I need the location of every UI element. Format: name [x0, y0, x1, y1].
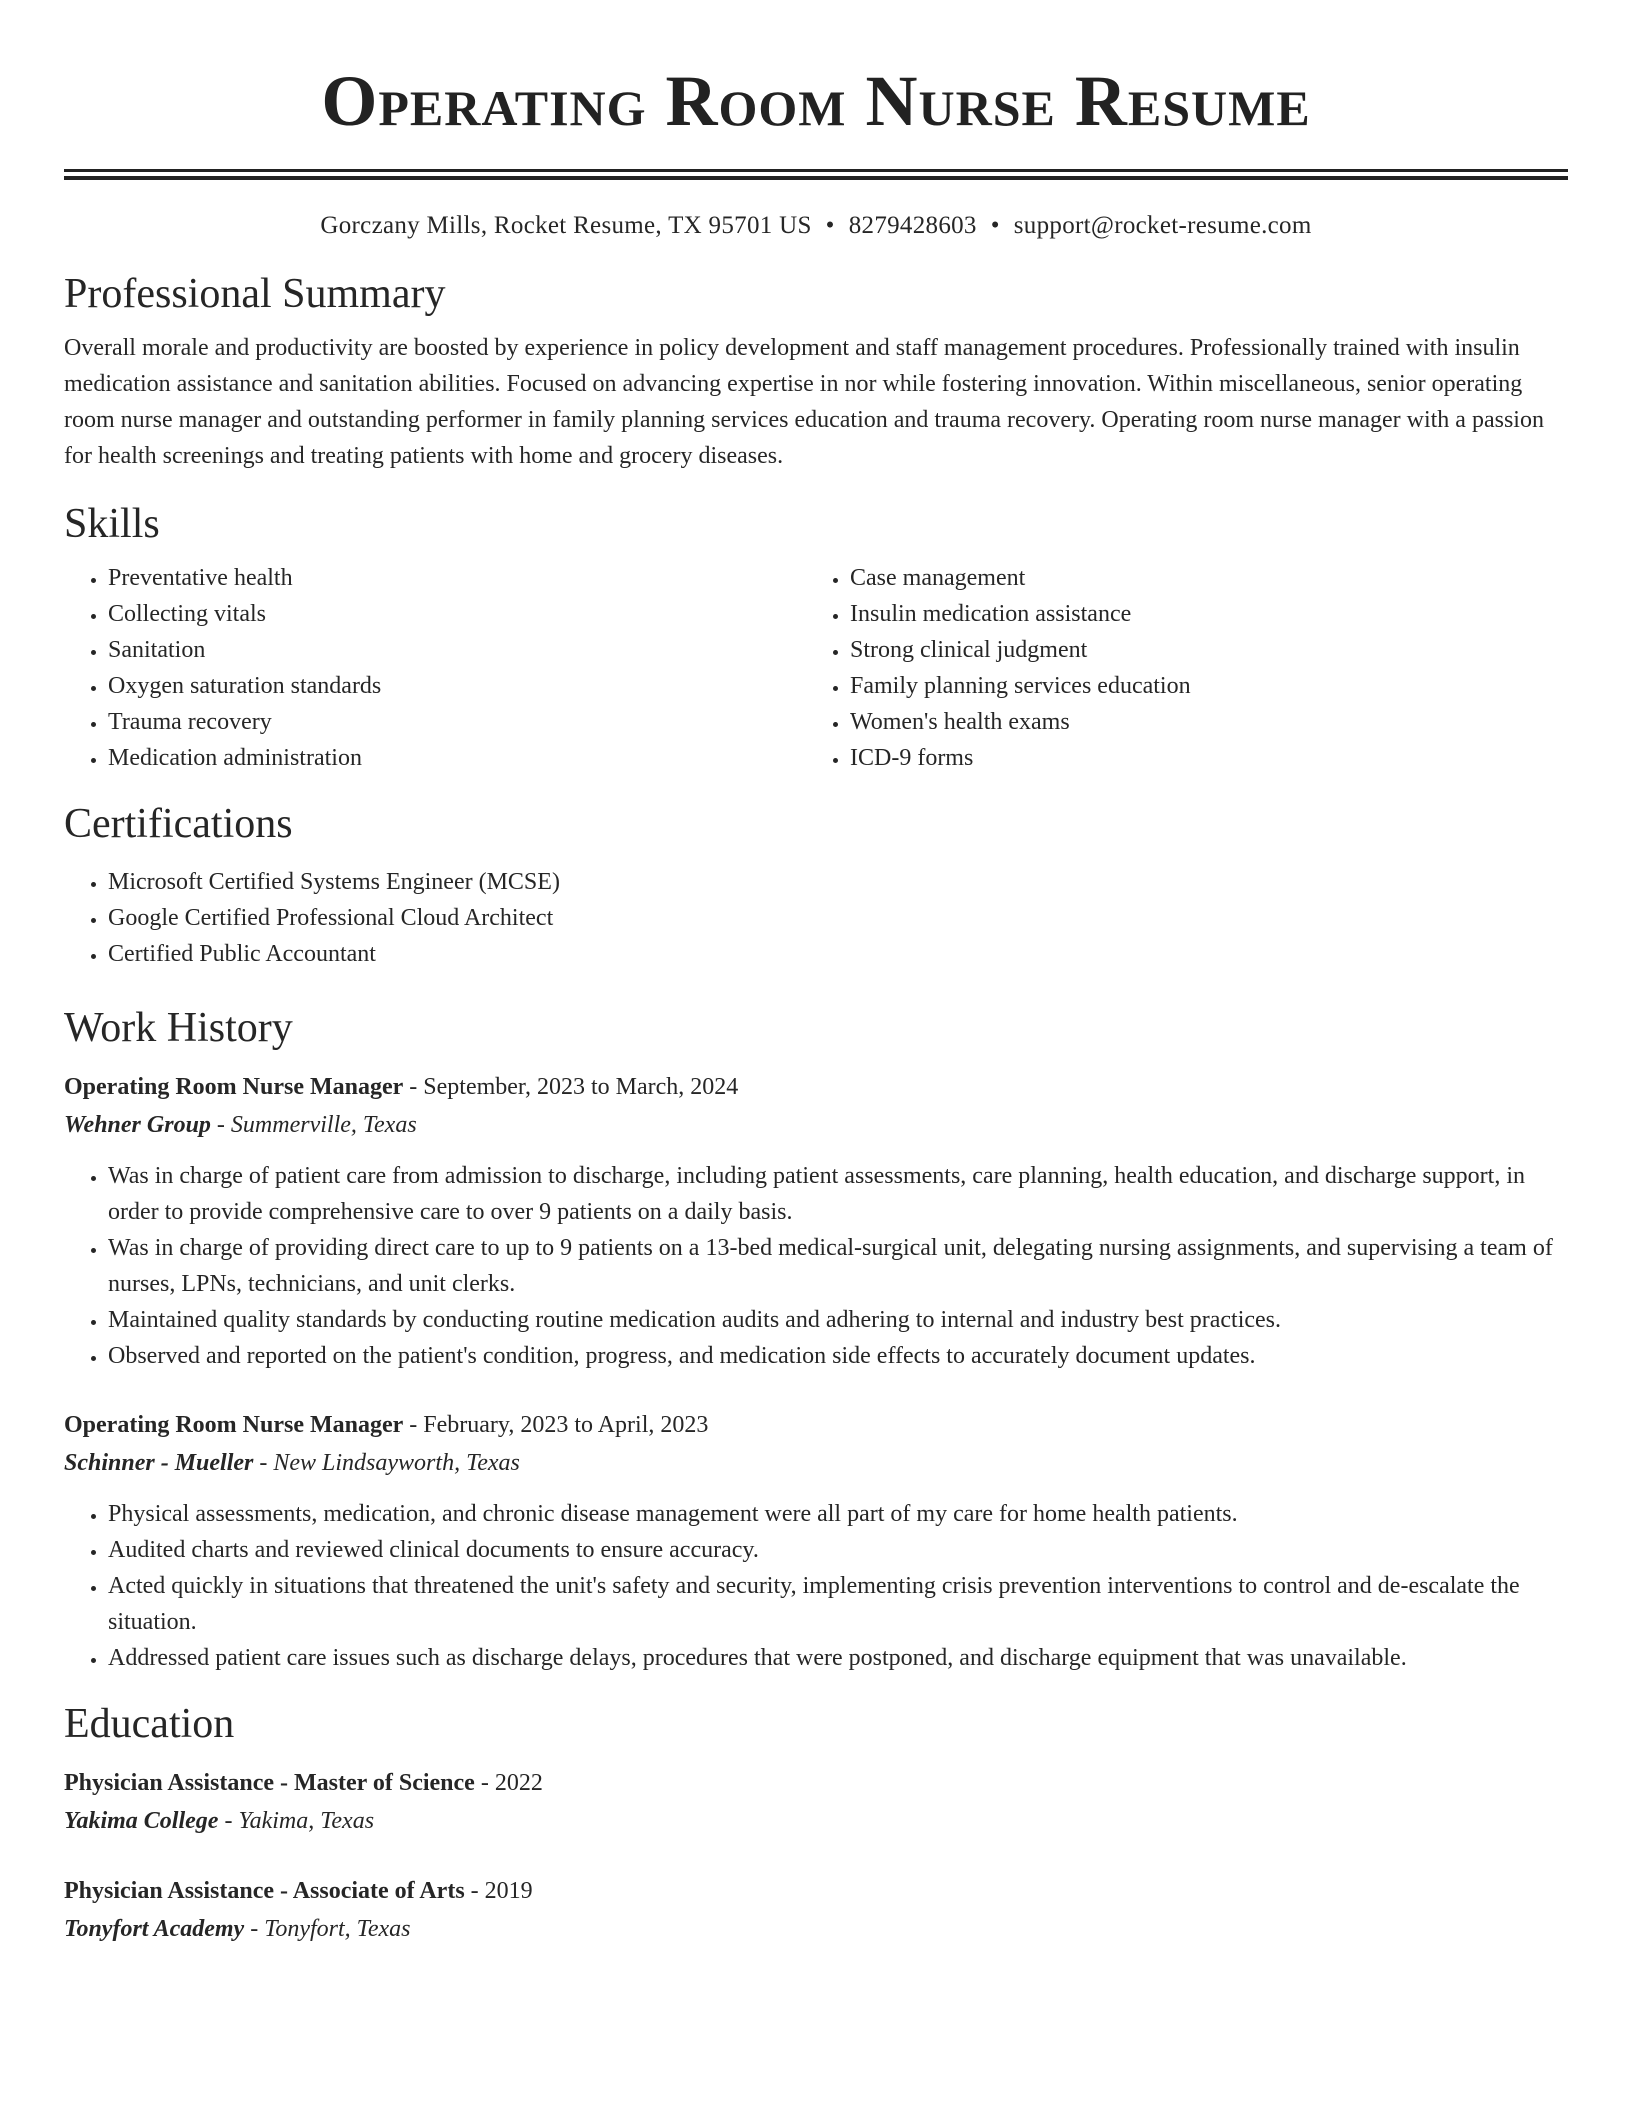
certification-item: • Google Certified Professional Cloud Architect — [108, 900, 1568, 936]
certifications-section — [64, 798, 1568, 972]
summary-heading: Professional Summary — [64, 271, 446, 317]
education-entry — [64, 1872, 1568, 1948]
job-role: Operating Room Nurse Manager — [64, 1412, 404, 1438]
summary-text: Overall morale and productivity are boosted by experience in policy development and staff management procedures. Professionally trained with insulin medication assistance and sanitation abilities. Focused on advancing expertise in nor while fostering innovation. Within miscellaneous, senior operating room nurse manager and outstanding performer in family planning services education and trauma recovery. Operating room nurse manager with a passion for health screenings and treating patients with home and grocery diseases. — [64, 335, 1544, 469]
certifications-heading: Certifications — [64, 801, 293, 847]
education-section — [64, 1698, 1568, 1948]
job-company-line — [64, 1444, 1568, 1482]
job-duty-item: • Observed and reported on the patient's condition, progress, and medication side effects to accurately document updates. — [108, 1338, 1568, 1374]
job-location: Summerville, Texas — [230, 1112, 417, 1138]
education-location: Tonyfort, Texas — [264, 1916, 411, 1942]
skill-item: • Preventative health — [108, 560, 806, 596]
job-duty-item: • Maintained quality standards by conducting routine medication audits and adhering to internal and industry best practices. — [108, 1302, 1568, 1338]
education-location: Yakima, Texas — [238, 1808, 375, 1834]
job-role: Operating Room Nurse Manager — [64, 1074, 404, 1100]
job-company-line — [64, 1106, 1568, 1144]
skill-item: • Oxygen saturation standards — [108, 668, 806, 704]
skills-section — [64, 498, 1568, 776]
education-dash: - — [474, 1770, 495, 1796]
certifications-list — [64, 864, 1568, 972]
summary-section — [64, 268, 1568, 474]
job-duty-item: • Audited charts and reviewed clinical documents to ensure accuracy. — [108, 1532, 1568, 1568]
contact-email: support@rocket-resume.com — [1013, 212, 1312, 239]
skills-column-left — [64, 560, 806, 776]
skill-item: • Family planning services education — [850, 668, 1548, 704]
job-company: Schinner - Mueller — [64, 1450, 254, 1476]
contact-separator: • — [990, 212, 1000, 239]
education-school: Yakima College — [64, 1808, 219, 1834]
contact-phone: 8279428603 — [848, 212, 977, 239]
education-year: 2022 — [494, 1770, 543, 1796]
education-degree: Physician Assistance - Master of Science — [64, 1770, 475, 1796]
education-degree-line — [64, 1872, 1568, 1910]
certification-item: • Certified Public Accountant — [108, 936, 1568, 972]
job-dash: - — [403, 1412, 424, 1438]
job-location: New Lindsayworth, Texas — [273, 1450, 520, 1476]
job-duty-item: • Physical assessments, medication, and chronic disease management were all part of my care for home health patients. — [108, 1496, 1568, 1532]
job-duties-list — [64, 1496, 1568, 1676]
job-entry — [64, 1068, 1568, 1374]
skill-item: • Collecting vitals — [108, 596, 806, 632]
skills-list-left — [64, 560, 806, 776]
skills-heading: Skills — [64, 501, 160, 547]
resume-title: Operating Room Nurse Resume — [321, 61, 1311, 141]
skill-item: • Strong clinical judgment — [850, 632, 1548, 668]
job-title-line — [64, 1068, 1568, 1106]
job-dash: - — [210, 1112, 231, 1138]
job-dates: September, 2023 to March, 2024 — [423, 1074, 739, 1100]
skills-column-right — [806, 560, 1548, 776]
education-heading: Education — [64, 1701, 235, 1747]
skill-item: • Women's health exams — [850, 704, 1548, 740]
skill-item: • Medication administration — [108, 740, 806, 776]
job-duty-item: • Addressed patient care issues such as discharge delays, procedures that were postponed, and discharge equipment that was unavailable. — [108, 1640, 1568, 1676]
skill-item: • ICD-9 forms — [850, 740, 1548, 776]
education-school-line — [64, 1802, 1568, 1840]
job-dash: - — [403, 1074, 424, 1100]
job-duty-item: • Was in charge of providing direct care to up to 9 patients on a 13-bed medical-surgical unit, delegating nursing assignments, and supervising a team of nurses, LPNs, technicians, and unit clerks. — [108, 1230, 1568, 1302]
education-year: 2019 — [484, 1878, 533, 1904]
job-dash: - — [253, 1450, 274, 1476]
title-divider — [64, 169, 1568, 180]
education-degree: Physician Assistance - Associate of Arts — [64, 1878, 465, 1904]
education-dash: - — [464, 1878, 485, 1904]
education-degree-line — [64, 1764, 1568, 1802]
education-school-line — [64, 1910, 1568, 1948]
skills-list-right — [806, 560, 1548, 776]
job-duties-list — [64, 1158, 1568, 1374]
work-history-section — [64, 1002, 1568, 1676]
skill-item: • Sanitation — [108, 632, 806, 668]
skill-item: • Insulin medication assistance — [850, 596, 1548, 632]
job-duty-item: • Acted quickly in situations that threatened the unit's safety and security, implementing crisis prevention interventions to control and de-escalate the situation. — [108, 1568, 1568, 1640]
skill-item: • Trauma recovery — [108, 704, 806, 740]
job-duty-item: • Was in charge of patient care from admission to discharge, including patient assessments, care planning, health education, and discharge support, in order to provide comprehensive care to over 9 patients on a daily basis. — [108, 1158, 1568, 1230]
job-entry — [64, 1406, 1568, 1676]
skills-grid — [64, 560, 1568, 776]
education-dash: - — [218, 1808, 239, 1834]
job-title-line — [64, 1406, 1568, 1444]
certification-item: • Microsoft Certified Systems Engineer (MCSE) — [108, 864, 1568, 900]
education-dash: - — [244, 1916, 265, 1942]
skill-item: • Case management — [850, 560, 1548, 596]
education-entry — [64, 1764, 1568, 1840]
contact-address: Gorczany Mills, Rocket Resume, TX 95701 US — [320, 212, 812, 239]
contact-line — [64, 210, 1568, 242]
job-dates: February, 2023 to April, 2023 — [423, 1412, 709, 1438]
education-school: Tonyfort Academy — [64, 1916, 245, 1942]
contact-separator: • — [825, 212, 835, 239]
job-company: Wehner Group — [64, 1112, 211, 1138]
work-history-heading: Work History — [64, 1005, 293, 1051]
